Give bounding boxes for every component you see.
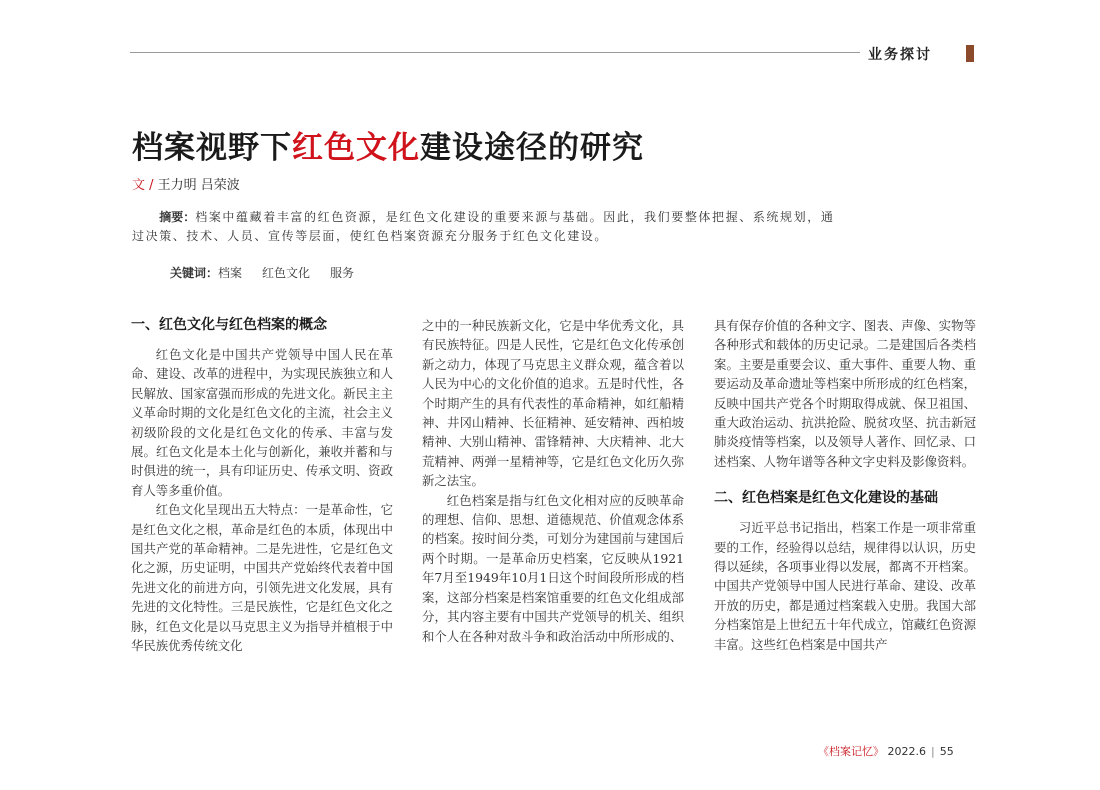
abstract: [132, 208, 842, 246]
section-tag: 业务探讨: [868, 47, 932, 63]
page-footer: [818, 743, 954, 759]
keyword: 红色文化: [262, 266, 311, 280]
keywords-label: 关键词：: [170, 266, 219, 280]
article-title: [132, 122, 644, 167]
paragraph: 具有保存价值的各种文字、图表、声像、实物等各种形式和载体的历史记录。二是建国后各类档案。主要是重要会议、重大事件、重要人物、重要运动及革命遗址等档案中所形成的红色档案，反映中国共产党各个时期取得成就、保卫祖国、重大政治运动、抗洪抢险、脱贫攻坚、抗击新冠肺炎疫情等档案，以及领导人著作、回忆录、口述档案、人物年谱等各种文字史料及影像资料。: [714, 318, 976, 469]
section-bar-mark: [966, 45, 974, 62]
paragraph: 红色文化呈现出五大特点：一是革命性，它是红色文化之根，革命是红色的本质，体现出中国共产党的革命精神。二是先进性，它是红色文化之源，历史证明，中国共产党始终代表着中国先进文化的前进方向，引领先进文化发展，具有先进的文化特性。三是民族性，它是红色文化之脉，红色文化是以马克思主义为指导并植根于中华民族优秀传统文化: [131, 502, 393, 654]
byline-prefix: 文 /: [132, 178, 154, 193]
footer-magazine: 《档案记忆》: [818, 745, 884, 758]
byline: [132, 174, 240, 193]
section-heading-2: 二、红色档案是红色文化建设的基础: [714, 490, 938, 507]
paragraph: 之中的一种民族新文化，它是中华优秀文化，具有民族特征。四是人民性，它是红色文化传承创新之动力，体现了马克思主义群众观，蕴含着以人民为中心的文化价值的追求。五是时代性，各个时期产生的具有代表性的革命精神，如红船精神、井冈山精神、长征精神、延安精神、西柏坡精神、大别山精神、雷锋精神、大庆精神、北大荒精神、两弹一星精神等，它是红色文化历久弥新之法宝。: [422, 318, 684, 489]
body-column-2: [422, 316, 684, 646]
header-rule: [130, 52, 860, 53]
title-part2: 建设途径的研究: [420, 130, 644, 166]
title-highlight: 红色文化: [292, 130, 420, 166]
keywords: [170, 264, 374, 281]
abstract-label: 摘要：: [159, 210, 196, 224]
paragraph: 红色档案是指与红色文化相对应的反映革命的理想、信仰、思想、道德规范、价值观念体系的档案。按时间分类，可划分为建国前与建国后两个时期。一是革命历史档案，它反映从1921年7月至1949年10月1日这个时间段所形成的档案，这部分档案是档案馆重要的红色文化组成部分，其内容主要有中国共产党领导的机关、组织和个人在各种对敌斗争和政治活动中所形成的、: [422, 492, 684, 644]
keyword: 服务: [330, 266, 355, 280]
footer-separator: |: [931, 745, 935, 758]
footer-issue: 2022.6: [887, 745, 926, 758]
page-number: 55: [939, 745, 954, 758]
byline-authors: 王力明 吕荣波: [157, 178, 240, 193]
paragraph: 红色文化是中国共产党领导中国人民在革命、建设、改革的进程中，为实现民族独立和人民解放、国家富强而形成的先进文化。新民主主义革命时期的文化是红色文化的主流，社会主义初级阶段的文化是红色文化的传承、丰富与发展。红色文化是本土化与创新化，兼收并蓄和与时俱进的统一，具有印证历史、传承文明、资政育人等多重价值。: [131, 347, 393, 498]
paragraph: 习近平总书记指出，档案工作是一项非常重要的工作，经验得以总结，规律得以认识，历史得以延续，各项事业得以发展，都离不开档案。中国共产党领导中国人民进行革命、建设、改革开放的历史，都是通过档案载入史册。我国大部分档案馆是上世纪五十年代成立，馆藏红色资源丰富。这些红色档案是中国共产: [714, 520, 976, 652]
section-heading-1: 一、红色文化与红色档案的概念: [131, 317, 327, 333]
keyword: 档案: [218, 266, 243, 280]
body-column-1: [131, 316, 393, 656]
abstract-text: 档案中蕴藏着丰富的红色资源，是红色文化建设的重要来源与基础。因此，我们要整体把握、系统规划，通过决策、技术、人员、宣传等层面，使红色档案资源充分服务于红色文化建设。: [132, 210, 835, 243]
title-part1: 档案视野下: [132, 130, 292, 166]
body-column-3: [714, 316, 976, 654]
